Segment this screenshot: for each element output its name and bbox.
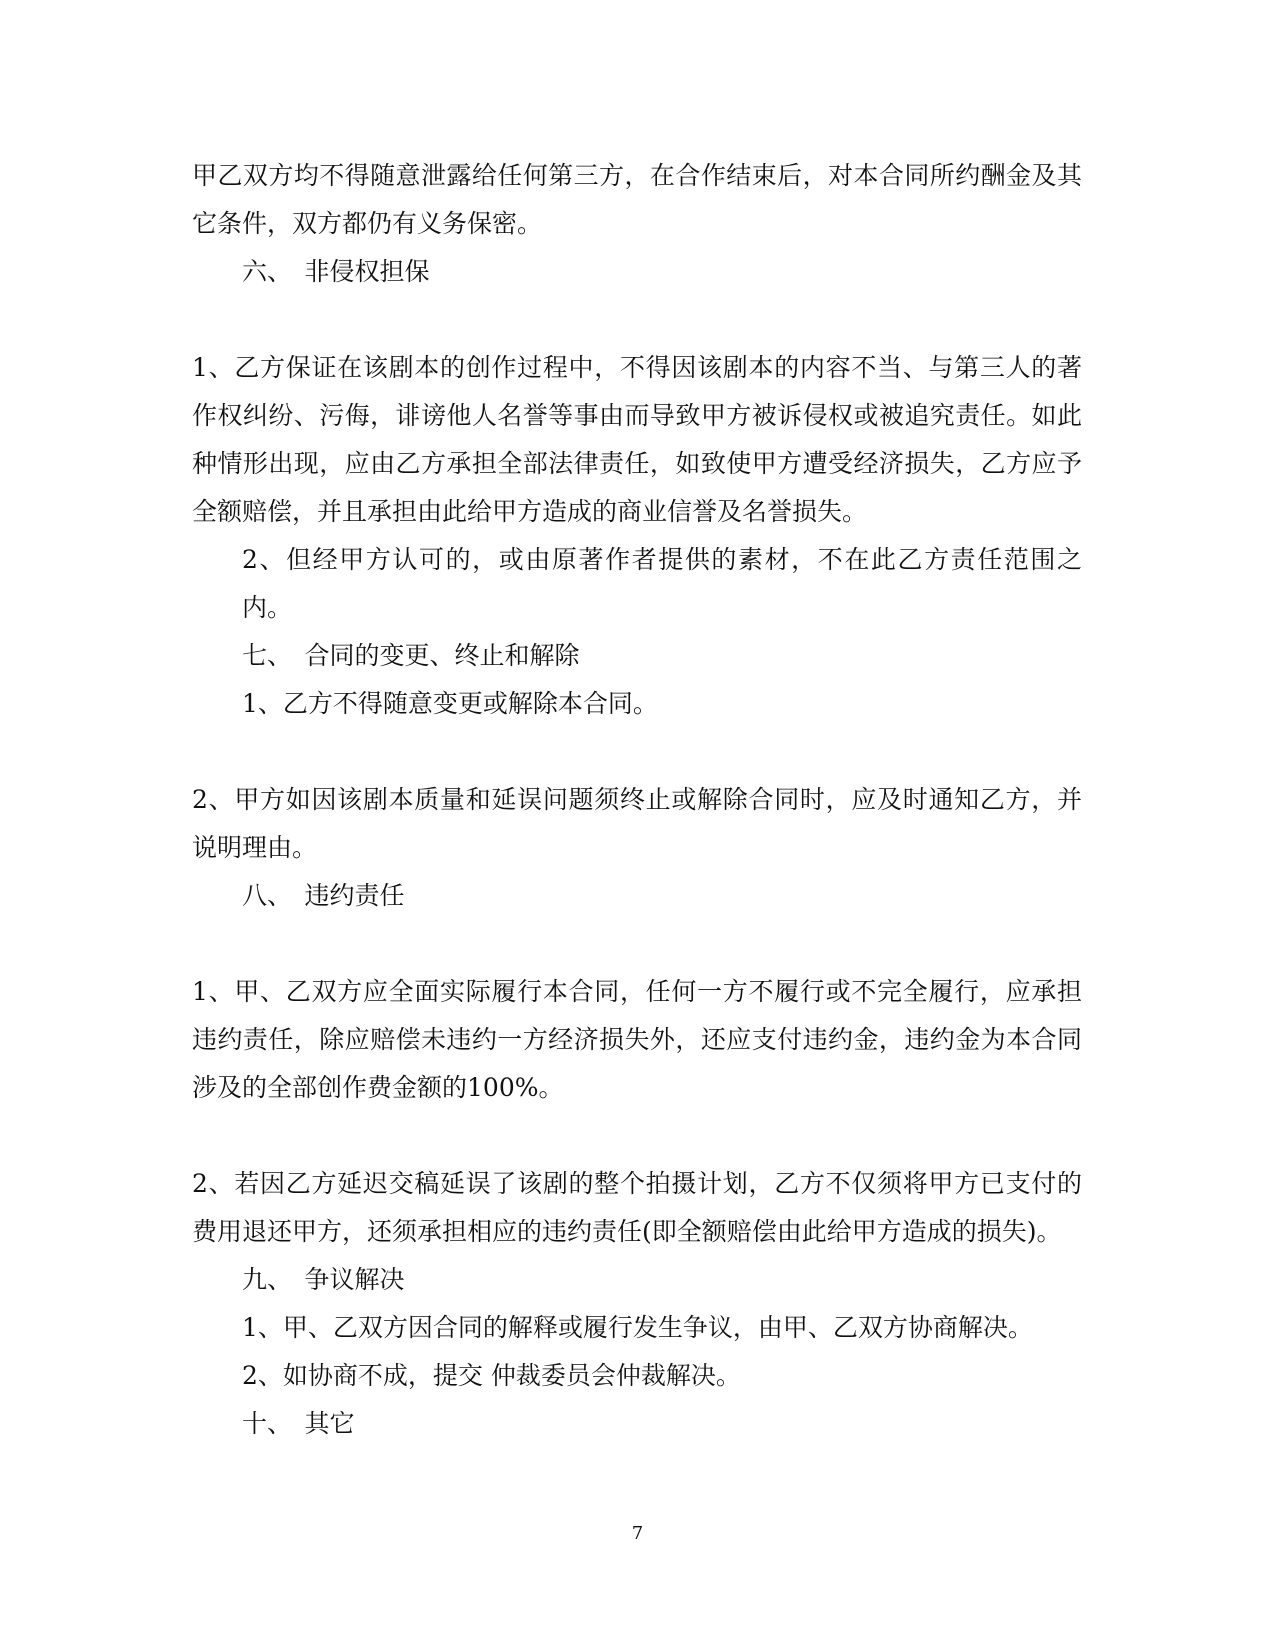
section-heading-9: 九、 争议解决 [242, 1265, 405, 1294]
page-number: 7 [631, 1523, 644, 1544]
section-heading-7: 七、 合同的变更、终止和解除 [242, 641, 580, 670]
paragraph-9-2: 2、如协商不成，提交 仲裁委员会仲裁解决。 [242, 1361, 741, 1390]
section-heading-8: 八、 违约责任 [242, 881, 405, 910]
paragraph-confidentiality: 甲乙双方均不得随意泄露给任何第三方，在合作结束后，对本合同所约酬金及其它条件，双方都仍有义务保密。 [192, 161, 1082, 238]
section-heading-10: 十、 其它 [242, 1409, 355, 1438]
document-body [192, 152, 1082, 1448]
section-heading-6: 六、 非侵权担保 [242, 257, 430, 286]
paragraph-6-2: 2、但经甲方认可的，或由原著作者提供的素材，不在此乙方责任范围之内。 [242, 545, 1082, 622]
paragraph-6-1: 1、乙方保证在该剧本的创作过程中，不得因该剧本的内容不当、与第三人的著作权纠纷、污侮，诽谤他人名誉等事由而导致甲方被诉侵权或被追究责任。如此种情形出现，应由乙方承担全部法律责任，如致使甲方遭受经济损失，乙方应予全额赔偿，并且承担由此给甲方造成的商业信誉及名誉损失。 [192, 353, 1082, 526]
paragraph-7-2: 2、甲方如因该剧本质量和延误问题须终止或解除合同时，应及时通知乙方，并说明理由。 [192, 785, 1082, 862]
paragraph-9-1: 1、甲、乙双方因合同的解释或履行发生争议，由甲、乙双方协商解决。 [242, 1313, 1033, 1342]
paragraph-8-1: 1、甲、乙双方应全面实际履行本合同，任何一方不履行或不完全履行，应承担违约责任，除应赔偿未违约一方经济损失外，还应支付违约金，违约金为本合同涉及的全部创作费金额的100%。 [192, 977, 1082, 1102]
paragraph-8-2: 2、若因乙方延迟交稿延误了该剧的整个拍摄计划，乙方不仅须将甲方已支付的费用退还甲方，还须承担相应的违约责任(即全额赔偿由此给甲方造成的损失)。 [192, 1169, 1082, 1246]
paragraph-7-1: 1、乙方不得随意变更或解除本合同。 [242, 689, 658, 718]
